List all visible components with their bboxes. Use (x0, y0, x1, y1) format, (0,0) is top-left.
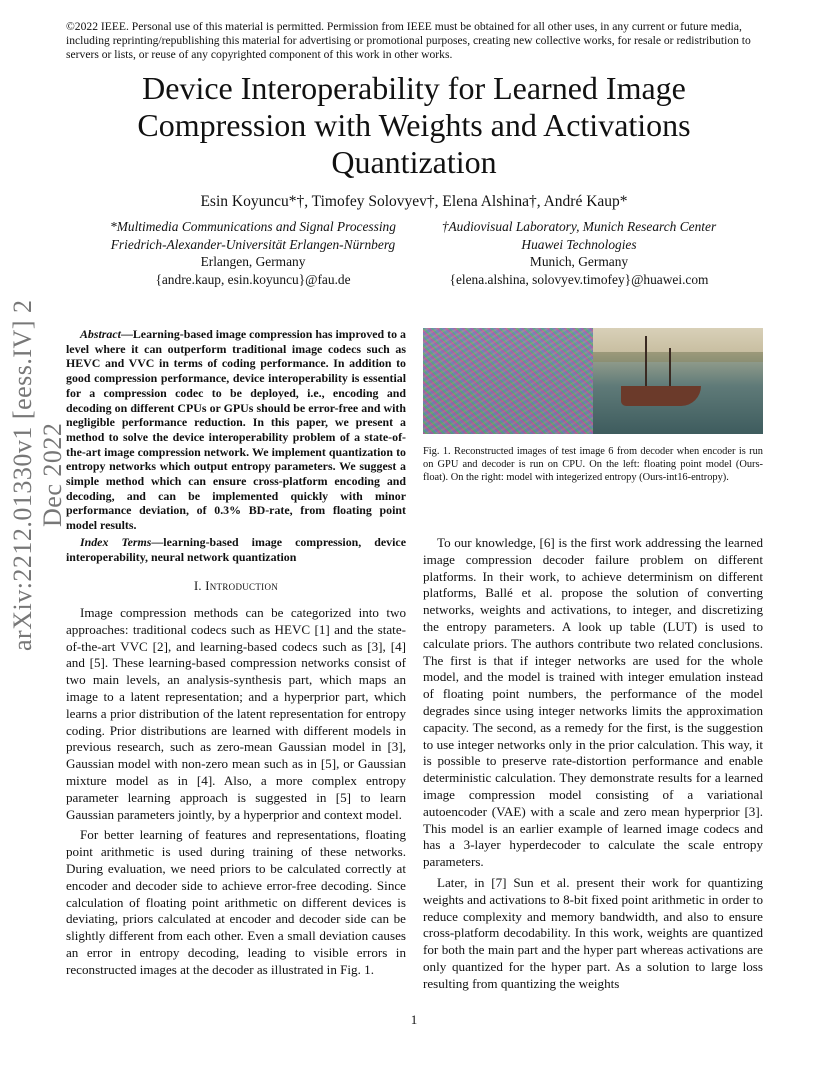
index-terms-text: —learning-based image compression, device interoperability, neural network quantization (66, 534, 406, 564)
page-number: 1 (410, 1012, 418, 1027)
left-column (66, 327, 406, 979)
affiliation-org: †Audiovisual Laboratory, Munich Research Center (441, 219, 717, 234)
title-line: Device Interoperability for Learned Image (142, 70, 686, 106)
section-number: I. (193, 579, 206, 594)
affiliation-huawei (420, 218, 738, 288)
affiliation-emails: {andre.kaup, esin.koyuncu}@fau.de (155, 271, 351, 287)
affiliation-emails: {elena.alshina, solovyev.timofey}@huawei.com (449, 271, 709, 287)
figure-caption: Fig. 1. Reconstructed images of test image 6 from decoder when encoder is run on GPU and decoder is run on CPU. On the left: floating point model (Ours-float). On the right: model with integerized entropy (Ours-int16-entropy). (423, 446, 763, 483)
title-line: Quantization (331, 144, 497, 180)
affiliation-org: Huawei Technologies (521, 236, 637, 252)
figure-1 (423, 328, 763, 434)
section-title: Introduction (205, 579, 279, 594)
paragraph: Later, in [7] Sun et al. present their work for quantizing weights and activations to 8-bit fixed point arithmetic in order to reduce complexity and memory bandwidth, and also to ensure cross-platform decodability. In this work, weights are quantized for both the main part and the hyper part whereas activations are only quantized for the hyper part. As a solution to large loss resulting from quantizing the weights (423, 874, 763, 991)
paper-title (90, 70, 738, 181)
author-list: Esin Koyuncu*†, Timofey Solovyev†, Elena Alshina†, André Kaup* (200, 193, 628, 210)
right-column (423, 535, 763, 993)
affiliation-fau (98, 218, 408, 288)
paragraph: Image compression methods can be categorized into two approaches: traditional codecs such as HEVC [1] and the state-of-the-art VVC [2], and learning-based codecs such as [3], [4] and [5]. These learning-based compression networks consist of two main levels, an analysis-synthesis part, which maps an image to a latent representation; and a hyperprior part, which learns a prior distribution of the latent representation for entropy coding. Prior distributions are learned with different models in previous research, such as zero-mean Gaussian model in [3], Gaussian model with non-zero mean such as in [5], or Gaussian mixture model as in [4]. Also, a more complex entropy parameter learning approach is suggested in [5] to learn Gaussian parameters jointly, by a hyperprior and context model. (66, 605, 406, 822)
abstract-label: Abstract (80, 327, 121, 341)
index-terms-label: Index Terms (80, 534, 152, 549)
section-heading (66, 578, 406, 595)
abstract-text: —Learning-based image compression has improved to a level where it can outperform traditional image codecs such as HEVC and VVC in terms of coding performance. In addition to good compression performance, device interoperability is essential for a compression codec to be deployed, i.e., encoding and decoding on different CPUs or GPUs should be error-free and with negligible performance reduction. In this paper, we present a method to solve the device interoperability problem of a state-of-the-art image compression network. We implement quantization to entropy networks which output entropy parameters. We suggest a simple method which can ensure cross-platform encoding and decoding, and can be implemented quickly with minor performance deviation, of 0.3% BD-rate, from floating point model results. (66, 327, 406, 533)
affiliation-org: *Multimedia Communications and Signal Processing (110, 219, 396, 234)
abstract (66, 327, 406, 533)
arxiv-watermark: arXiv:2212.01330v1 [eess.IV] 2 Dec 2022 (8, 299, 67, 651)
paragraph: For better learning of features and representations, floating point arithmetic is used during training of these networks. During evaluation, we need priors to be calculated correctly at encoder and decoder side to achieve error-free decoding. Since calculation of floating point arithmetic on different devices is deviating, priors calculated at encoder and decoder side can be slightly different from each other. Even a small deviation causes an error in entropy decoding, leading to visible errors in reconstructed images at the decoder as illustrated in Fig. 1. (66, 827, 406, 977)
title-line: Compression with Weights and Activations (137, 107, 691, 143)
int16-model-reconstruction-image (593, 328, 763, 434)
index-terms (66, 535, 406, 564)
copyright-notice: ©2022 IEEE. Personal use of this material is permitted. Permission from IEEE must be obtained for all other uses, in any current or future media, including reprinting/republishing this material for advertising or promotional purposes, creating new collective works, for resale or redistribution to servers or lists, or reuse of any copyrighted component of this work in other works. (66, 20, 751, 61)
affiliation-location: Erlangen, Germany (200, 254, 306, 269)
paragraph: To our knowledge, [6] is the first work addressing the learned image compression decoder failure problem on different platforms. In their work, to achieve determinism on different platforms, Ballé et al. propose the solution of converting networks, weights and activations, to integer, and discretizing the entropy parameters. A look up table (LUT) is used to calculate priors. The authors contribute two related conclusions. The first is that if integer networks are used for the whole model, and the model is trained with integer emulation instead of floating point numbers, the performance of the model degrades since using integer networks limits the approximation capacity. The second, as a remedy for the first, is the suggestion to use integer networks only in the prior calculation. This way, it is possible to preserve rate-distortion performance and enable deterministic calculation. They demonstrate results for a learned image compression model consisting of a variational autoencoder (VAE) with a scale and zero mean hyperprior [3]. This model is an earlier example of learned image codecs and has a 3-layer hyperdecoder to calculate the scale entropy parameters. (423, 535, 763, 870)
float-model-reconstruction-image (423, 328, 593, 434)
affiliation-org: Friedrich-Alexander-Universität Erlangen-Nürnberg (110, 236, 396, 252)
affiliation-location: Munich, Germany (529, 254, 629, 269)
